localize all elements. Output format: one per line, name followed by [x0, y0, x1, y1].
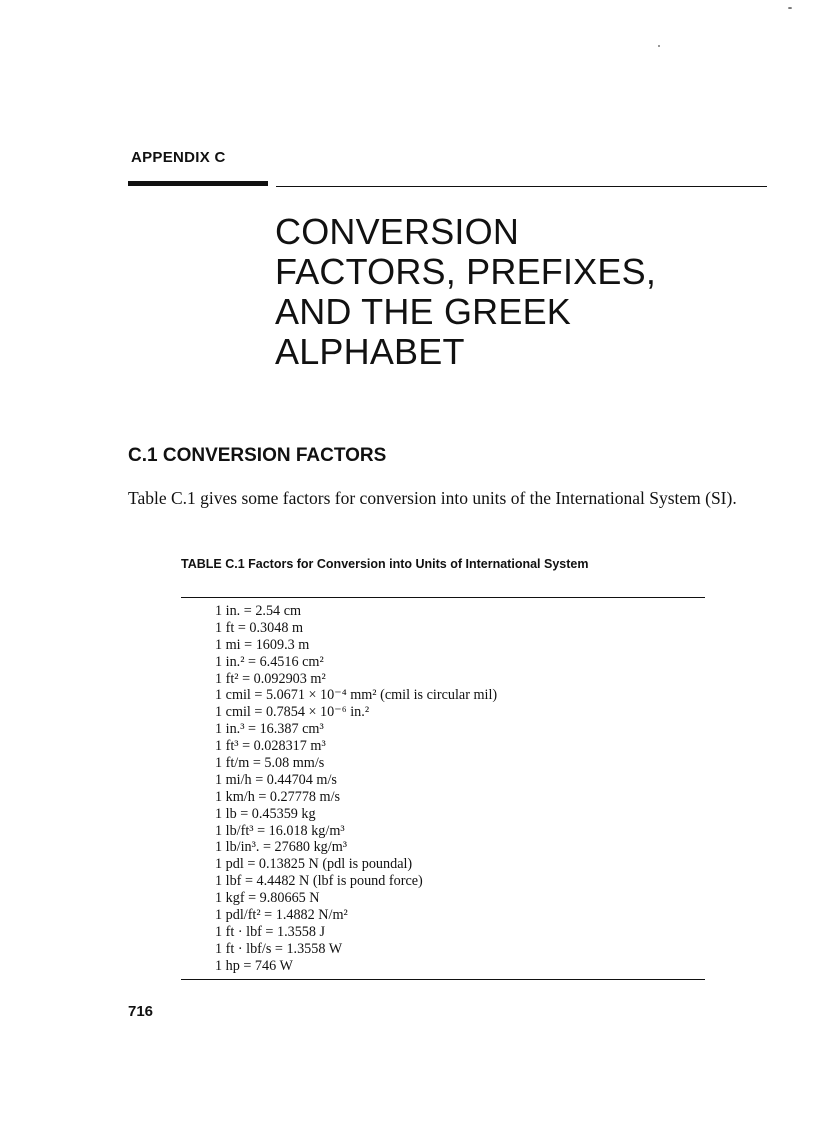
table-row: 1 cmil = 5.0671 × 10⁻⁴ mm² (cmil is circular mil) [215, 687, 498, 704]
header-rule-thick [128, 181, 268, 186]
chapter-title-line: CONVERSION [275, 211, 520, 252]
table-rule-bottom [181, 979, 705, 980]
table-row: 1 kgf = 9.80665 N [215, 890, 320, 907]
table-row: 1 ft² = 0.092903 m² [215, 670, 326, 687]
appendix-label: APPENDIX C [131, 149, 226, 166]
table-row: 1 ft = 0.3048 m [215, 619, 303, 636]
scan-speck [788, 7, 792, 9]
table-row: 1 hp = 746 W [215, 957, 293, 974]
table-row: 1 lb/ft³ = 16.018 kg/m³ [215, 822, 345, 839]
table-row: 1 pdl/ft² = 1.4882 N/m² [215, 907, 348, 924]
table-row: 1 ft · lbf/s = 1.3558 W [215, 940, 343, 957]
chapter-title [275, 212, 755, 372]
chapter-title-line: AND THE GREEK [275, 291, 571, 332]
table-row: 1 mi/h = 0.44704 m/s [215, 771, 337, 788]
page-number: 716 [128, 1003, 154, 1020]
table-row: 1 lb = 0.45359 kg [215, 805, 316, 822]
table-caption: TABLE C.1 Factors for Conversion into Units of International System [181, 557, 589, 571]
chapter-title-line: FACTORS, PREFIXES, [275, 251, 657, 292]
table-row: 1 ft · lbf = 1.3558 J [215, 923, 326, 940]
chapter-title-line: ALPHABET [275, 331, 465, 372]
scan-speck [658, 45, 660, 47]
table-row: 1 ft/m = 5.08 mm/s [215, 755, 325, 772]
table-row: 1 cmil = 0.7854 × 10⁻⁶ in.² [215, 704, 370, 721]
table-row: 1 lb/in³. = 27680 kg/m³ [215, 839, 347, 856]
table-row: 1 mi = 1609.3 m [215, 636, 310, 653]
table-row: 1 in.³ = 16.387 cm³ [215, 721, 324, 738]
table-rule-top [181, 597, 705, 598]
table-row: 1 lbf = 4.4482 N (lbf is pound force) [215, 873, 423, 890]
section-heading: C.1 CONVERSION FACTORS [128, 445, 387, 466]
table-row: 1 km/h = 0.27778 m/s [215, 788, 341, 805]
table-row: 1 pdl = 0.13825 N (pdl is poundal) [215, 856, 413, 873]
table-row: 1 in. = 2.54 cm [215, 603, 302, 619]
intro-paragraph: Table C.1 gives some factors for conversion into units of the International System (SI). [128, 488, 737, 508]
table-row: 1 ft³ = 0.028317 m³ [215, 738, 326, 755]
table-row: 1 in.² = 6.4516 cm² [215, 653, 324, 670]
conversion-table [215, 603, 497, 975]
header-rule-thin [276, 186, 767, 187]
